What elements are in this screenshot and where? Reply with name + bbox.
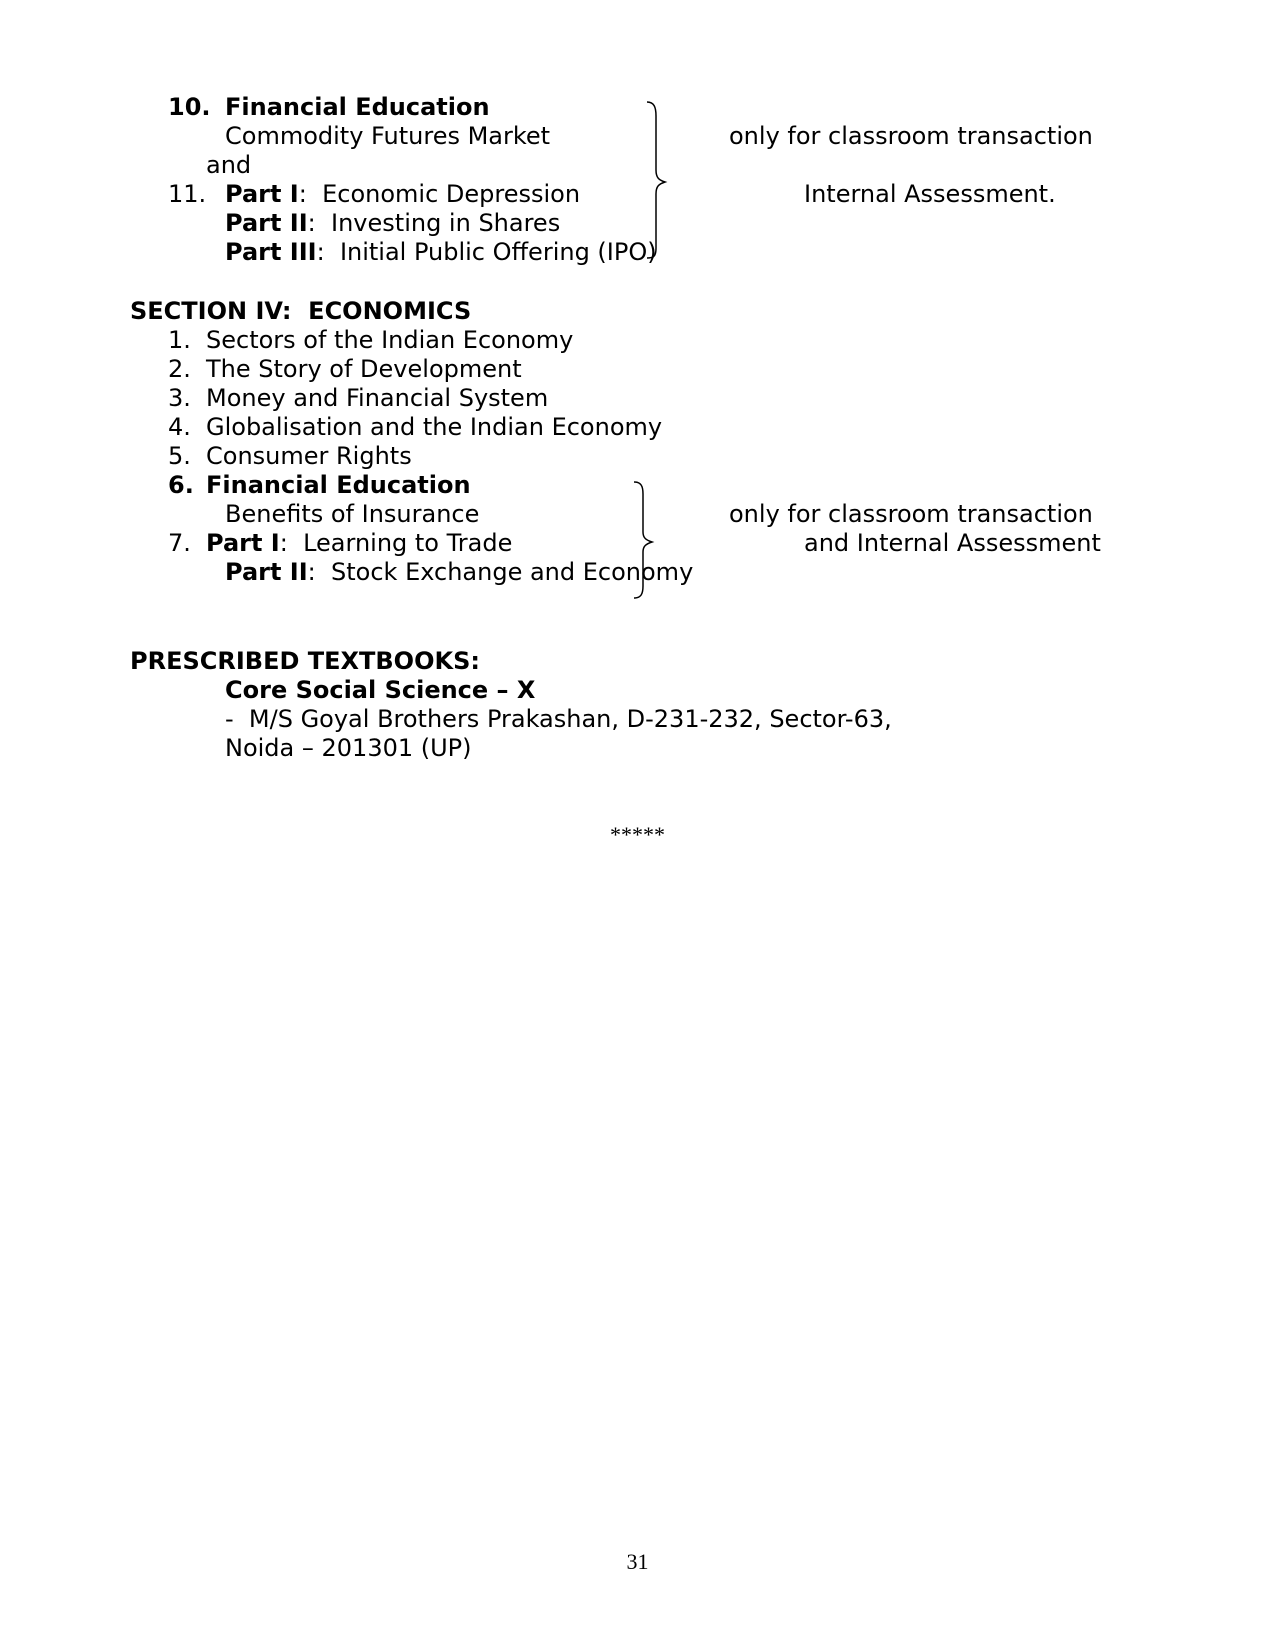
- list-item-number: 4.: [168, 413, 191, 441]
- part-label: Part I: [206, 529, 280, 557]
- item-10-title: Financial Education: [225, 93, 490, 121]
- item-7-part-2: [225, 558, 693, 587]
- list-item: Sectors of the Indian Economy: [206, 326, 574, 354]
- section3-note-line1: only for classroom transaction: [729, 122, 1093, 150]
- item-6-title: Financial Education: [206, 471, 471, 499]
- item-11-part-3: [225, 238, 657, 267]
- item-10-number: 10.: [168, 93, 211, 121]
- list-item-number: 2.: [168, 355, 191, 383]
- part-label: Part II: [225, 558, 308, 586]
- part-text: : Economic Depression: [298, 180, 581, 208]
- list-item: The Story of Development: [206, 355, 522, 383]
- item-10-subtitle: Commodity Futures Market: [225, 122, 551, 150]
- textbooks-heading: PRESCRIBED TEXTBOOKS:: [130, 647, 480, 675]
- publisher-line-1: - M/S Goyal Brothers Prakashan, D-231-232, Sector-63,: [225, 705, 892, 733]
- item-6-subtitle: Benefits of Insurance: [225, 500, 480, 528]
- list-item: Globalisation and the Indian Economy: [206, 413, 663, 441]
- list-item: Money and Financial System: [206, 384, 549, 412]
- curly-brace-icon: [645, 100, 669, 260]
- section-4-heading: SECTION IV: ECONOMICS: [130, 297, 472, 325]
- item-11-part-2: [225, 209, 560, 238]
- publisher-line-2: Noida – 201301 (UP): [225, 734, 472, 762]
- item-11-number: 11.: [168, 180, 207, 208]
- item-10-connector: and: [206, 151, 252, 179]
- part-text: : Stock Exchange and Economy: [307, 558, 694, 586]
- curly-brace-icon: [632, 480, 656, 600]
- list-item-number: 5.: [168, 442, 191, 470]
- part-label: Part I: [225, 180, 299, 208]
- item-7-part-1: [206, 529, 512, 558]
- page-number: 31: [626, 1549, 649, 1574]
- section3-note-line2: Internal Assessment.: [804, 180, 1056, 208]
- part-text: : Learning to Trade: [279, 529, 513, 557]
- part-label: Part III: [225, 238, 317, 266]
- section4-note-line2: and Internal Assessment: [804, 529, 1101, 557]
- list-item-number: 3.: [168, 384, 191, 412]
- item-6-number: 6.: [168, 471, 194, 499]
- list-item: Consumer Rights: [206, 442, 412, 470]
- item-11-part-1: [225, 180, 580, 209]
- list-item-number: 1.: [168, 326, 191, 354]
- part-label: Part II: [225, 209, 308, 237]
- part-text: : Investing in Shares: [307, 209, 561, 237]
- part-text: : Initial Public Offering (IPO): [316, 238, 657, 266]
- section4-note-line1: only for classroom transaction: [729, 500, 1093, 528]
- textbook-title: Core Social Science – X: [225, 676, 536, 704]
- separator: *****: [610, 822, 665, 847]
- item-7-number: 7.: [168, 529, 191, 557]
